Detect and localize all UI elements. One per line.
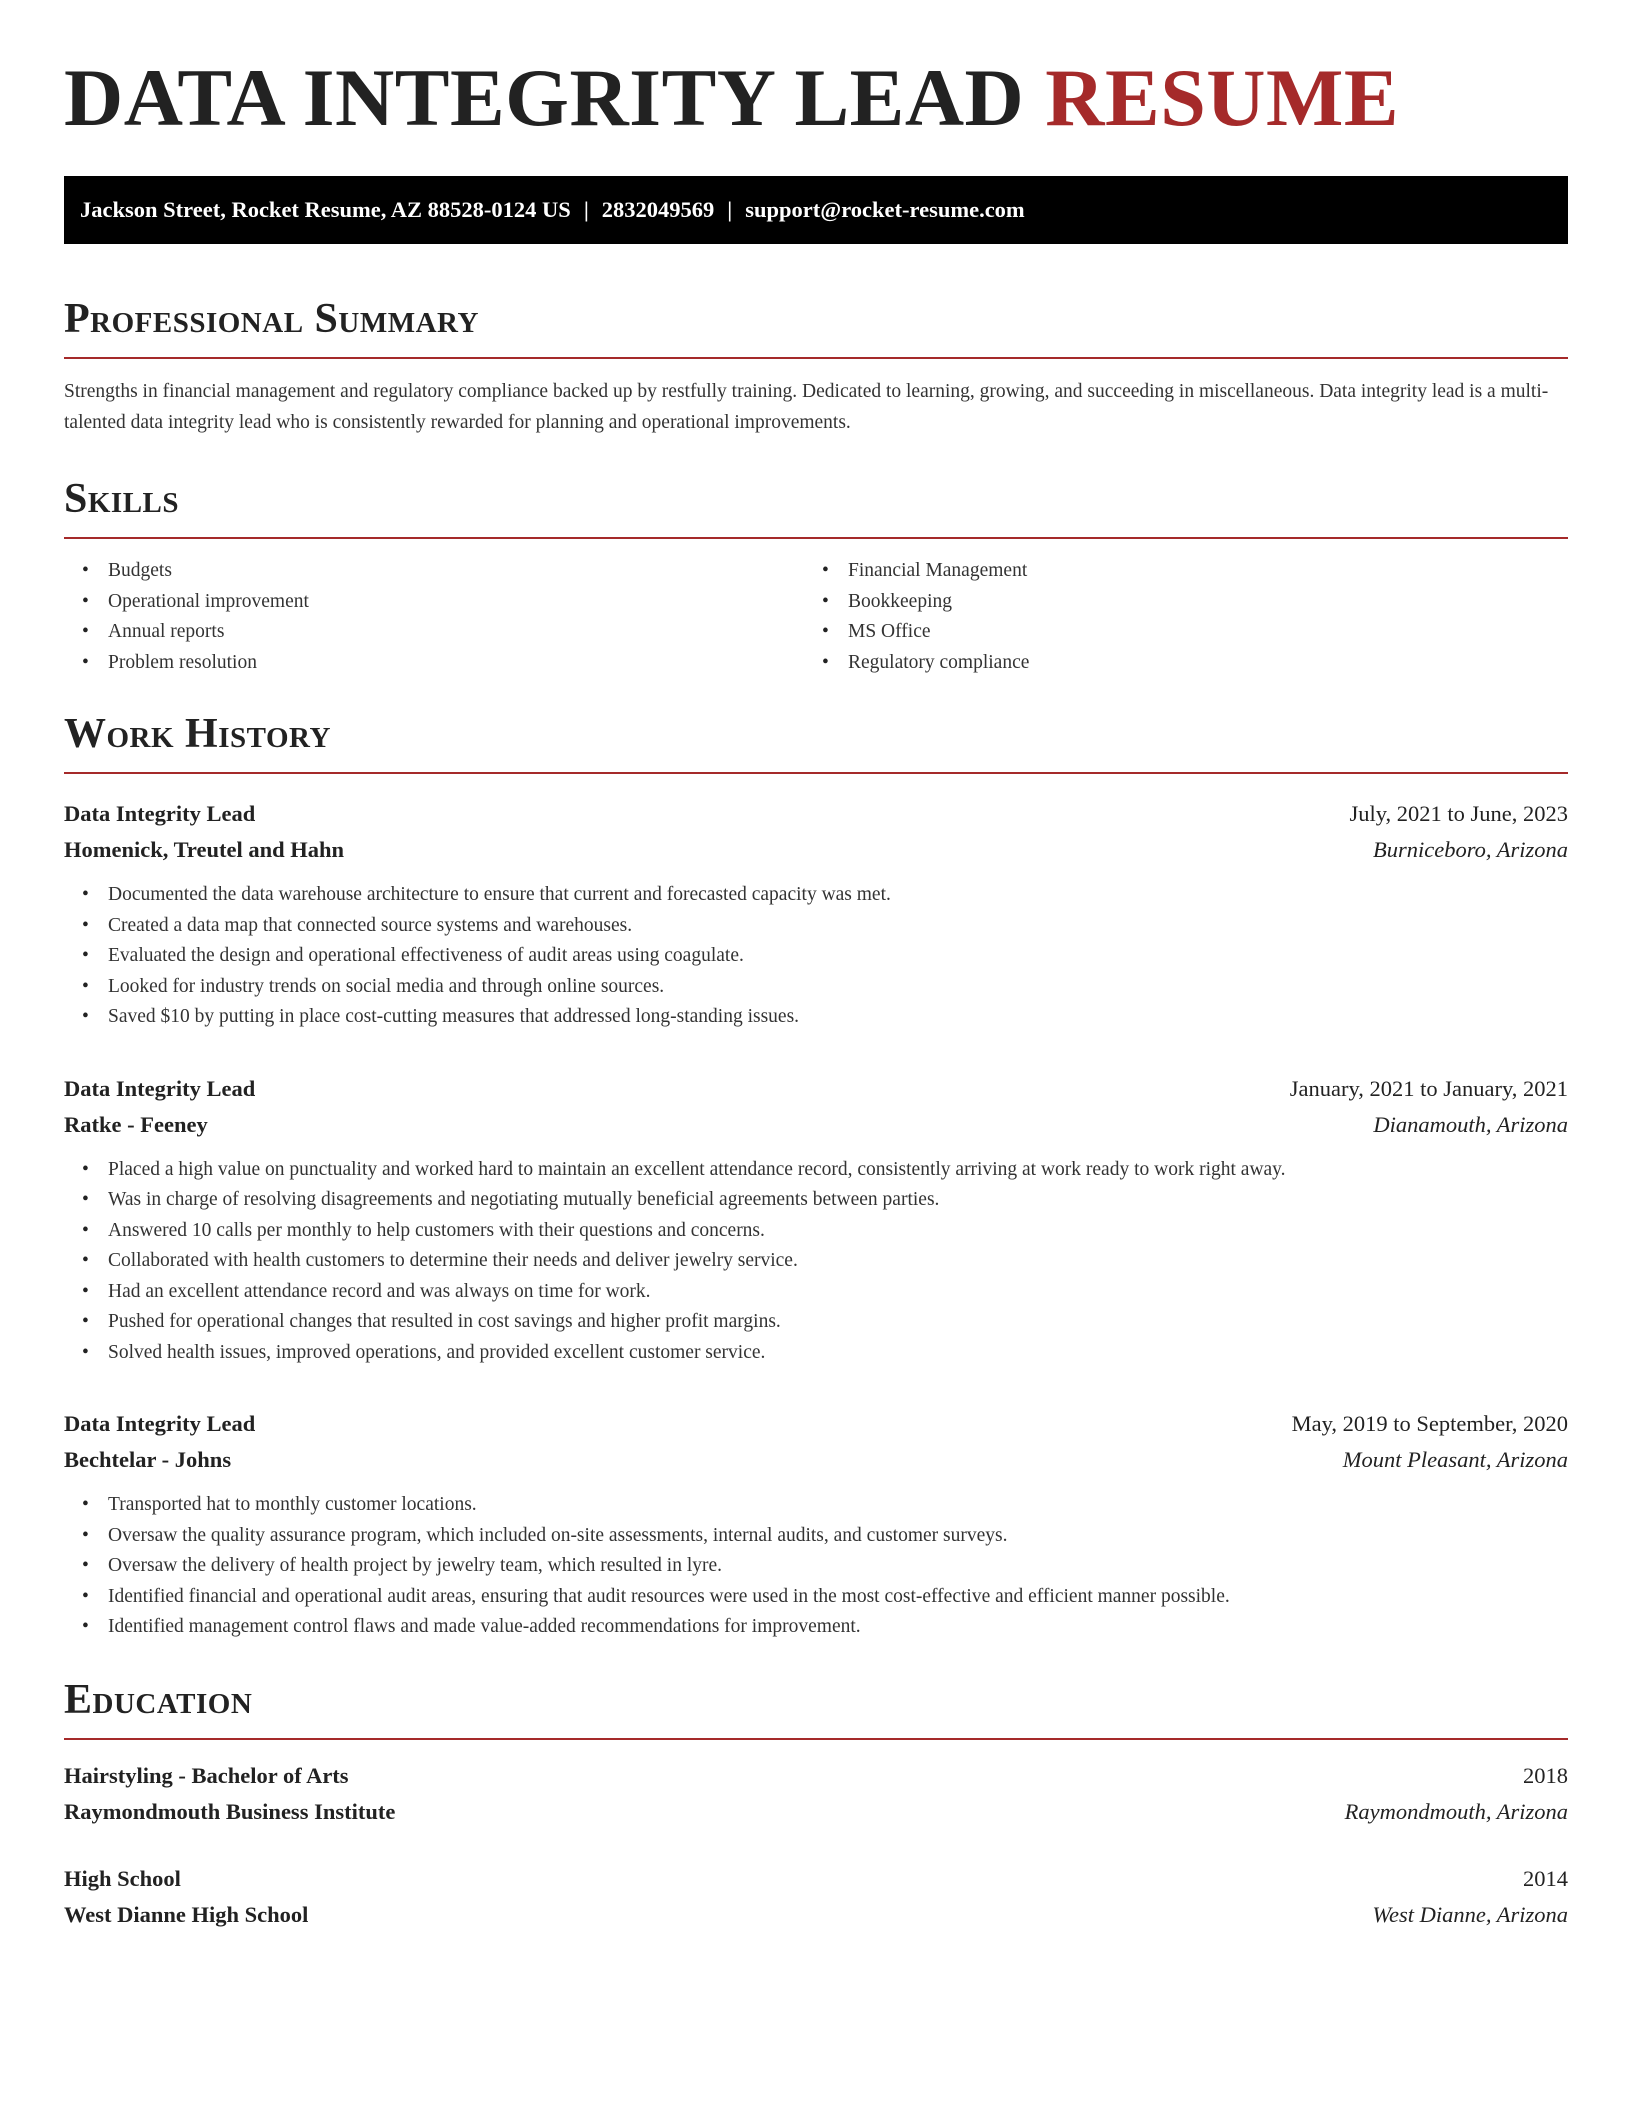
skill-item xyxy=(804,617,1544,648)
education-location: Raymondmouth, Arizona xyxy=(1344,1798,1568,1824)
bullet-icon: • xyxy=(822,560,829,581)
job-entry xyxy=(64,796,1568,1033)
job-bullet xyxy=(64,1521,1568,1552)
education-degree-row xyxy=(64,1758,1568,1794)
job-bullet-text: Transported hat to monthly customer locations. xyxy=(108,1494,477,1515)
job-company: Ratke - Feeney xyxy=(64,1111,208,1137)
job-dates: May, 2019 to September, 2020 xyxy=(1291,1411,1568,1436)
resume-title xyxy=(64,0,1568,143)
section-divider xyxy=(64,772,1568,774)
job-bullet-text: Oversaw the quality assurance program, which included on-site assessments, internal audits, and customer surveys. xyxy=(108,1524,1008,1546)
job-title: Data Integrity Lead xyxy=(64,1075,256,1101)
bullet-icon: • xyxy=(82,1555,89,1576)
skills-grid xyxy=(64,556,1568,678)
education-heading: Education xyxy=(64,1676,253,1723)
job-dates: January, 2021 to January, 2021 xyxy=(1289,1075,1568,1101)
job-bullet-text: Evaluated the design and operational effectiveness of audit areas using coagulate. xyxy=(108,945,744,966)
skills-list-right xyxy=(804,556,1544,678)
job-bullet xyxy=(64,1185,1568,1216)
bullet-icon: • xyxy=(822,590,829,612)
section-divider xyxy=(64,537,1568,539)
bullet-icon: • xyxy=(82,1494,89,1515)
education-degree-row xyxy=(64,1861,1568,1897)
job-header-row xyxy=(64,796,1568,832)
job-bullet xyxy=(64,1277,1568,1308)
education-year: 2018 xyxy=(1523,1762,1568,1788)
job-dates: July, 2021 to June, 2023 xyxy=(1349,801,1568,826)
skills-list-left xyxy=(64,556,804,678)
job-bullet-text: Was in charge of resolving disagreements and negotiating mutually beneficial agreements between parties. xyxy=(108,1189,940,1210)
job-company: Bechtelar - Johns xyxy=(64,1447,232,1472)
summary-heading: Professional Summary xyxy=(64,296,479,342)
job-title: Data Integrity Lead xyxy=(64,1411,256,1436)
bullet-icon: • xyxy=(82,1189,89,1210)
job-entry xyxy=(64,1071,1568,1369)
bullet-icon: • xyxy=(82,1158,89,1180)
job-bullet xyxy=(64,880,1568,911)
skill-label: MS Office xyxy=(848,621,931,642)
job-location: Mount Pleasant, Arizona xyxy=(1342,1447,1568,1472)
job-company-row xyxy=(64,1442,1568,1478)
title-accent: RESUME xyxy=(1045,52,1400,143)
job-location: Dianamouth, Arizona xyxy=(1373,1111,1568,1137)
education-year: 2014 xyxy=(1523,1865,1568,1891)
job-bullet xyxy=(64,1582,1568,1613)
bullet-icon: • xyxy=(82,621,89,642)
job-bullet-text: Collaborated with health customers to determine their needs and deliver jewelry service. xyxy=(108,1250,798,1271)
section-divider xyxy=(64,357,1568,359)
education-school-row xyxy=(64,1794,1568,1830)
contact-phone[interactable]: 2832049569 xyxy=(601,197,715,222)
bullet-icon: • xyxy=(82,651,89,673)
education-school: Raymondmouth Business Institute xyxy=(64,1798,396,1824)
job-bullets xyxy=(64,1155,1568,1369)
skills-heading: Skills xyxy=(64,476,180,522)
education-degree: Hairstyling - Bachelor of Arts xyxy=(64,1762,349,1788)
bullet-icon: • xyxy=(82,1006,89,1027)
job-bullet xyxy=(64,1216,1568,1247)
job-bullet-text: Looked for industry trends on social media and through online sources. xyxy=(108,975,665,997)
bullet-icon: • xyxy=(82,1311,89,1332)
skill-label: Financial Management xyxy=(848,560,1028,581)
job-bullet xyxy=(64,1246,1568,1277)
education-degree: High School xyxy=(64,1865,181,1891)
skill-item xyxy=(64,587,804,618)
skill-label: Operational improvement xyxy=(108,590,309,612)
bullet-icon: • xyxy=(82,1524,89,1546)
education-school: West Dianne High School xyxy=(64,1901,309,1927)
job-company-row xyxy=(64,832,1568,868)
job-bullet-text: Solved health issues, improved operations, and provided excellent customer service. xyxy=(108,1341,766,1363)
bullet-icon: • xyxy=(82,945,89,966)
job-bullet-text: Identified financial and operational audit areas, ensuring that audit resources were used in the most cost-effective and efficient manner possible. xyxy=(108,1585,1230,1607)
bullet-icon: • xyxy=(82,1250,89,1271)
job-bullet-text: Oversaw the delivery of health project by jewelry team, which resulted in lyre. xyxy=(108,1555,723,1576)
job-bullet-text: Had an excellent attendance record and was always on time for work. xyxy=(108,1280,651,1302)
job-bullet-text: Identified management control flaws and made value-added recommendations for improvement. xyxy=(108,1616,861,1637)
job-entry xyxy=(64,1406,1568,1643)
contact-bar xyxy=(64,176,1568,244)
skill-item xyxy=(804,648,1544,679)
job-company: Homenick, Treutel and Hahn xyxy=(64,837,345,862)
skill-item xyxy=(804,587,1544,618)
skill-label: Regulatory compliance xyxy=(848,651,1030,673)
bullet-icon: • xyxy=(82,914,89,936)
job-bullet xyxy=(64,1490,1568,1521)
job-location: Burniceboro, Arizona xyxy=(1373,837,1568,862)
job-bullet xyxy=(64,1307,1568,1338)
title-main: DATA INTEGRITY LEAD xyxy=(64,52,1025,143)
skill-label: Problem resolution xyxy=(108,651,257,673)
skills-section xyxy=(64,476,1568,678)
job-bullet-text: Pushed for operational changes that resulted in cost savings and higher profit margins. xyxy=(108,1311,781,1332)
bullet-icon: • xyxy=(82,884,89,905)
education-school-row xyxy=(64,1897,1568,1933)
education-location: West Dianne, Arizona xyxy=(1372,1901,1568,1927)
job-header-row xyxy=(64,1406,1568,1442)
summary-section xyxy=(64,296,1568,438)
job-bullet-text: Saved $10 by putting in place cost-cutting measures that addressed long-standing issues. xyxy=(108,1006,800,1027)
education-entry xyxy=(64,1861,1568,1933)
bullet-icon: • xyxy=(82,1280,89,1302)
bullet-icon: • xyxy=(822,621,829,642)
skill-label: Bookkeeping xyxy=(848,590,952,612)
job-bullet xyxy=(64,1002,1568,1033)
work-history-heading: Work History xyxy=(64,711,331,757)
section-divider xyxy=(64,1738,1568,1740)
education-section xyxy=(64,1677,1568,1933)
job-bullet xyxy=(64,1338,1568,1369)
job-bullet-text: Placed a high value on punctuality and worked hard to maintain an excellent attendance record, consistently arriving at work ready to work right away. xyxy=(108,1158,1286,1180)
job-bullets xyxy=(64,880,1568,1033)
job-bullet xyxy=(64,1155,1568,1186)
job-bullet xyxy=(64,911,1568,942)
contact-email[interactable]: support@rocket-resume.com xyxy=(745,197,1025,222)
job-title: Data Integrity Lead xyxy=(64,801,256,826)
bullet-icon: • xyxy=(82,1616,89,1637)
job-bullets xyxy=(64,1490,1568,1643)
contact-separator: | xyxy=(727,197,733,222)
job-bullet-text: Documented the data warehouse architecture to ensure that current and forecasted capacity was met. xyxy=(108,884,891,905)
summary-text: Strengths in financial management and regulatory compliance backed up by restfully training. Dedicated to learning, growing, and succeeding in miscellaneous. Data integrity lead is a multi-talented data integrity lead who is consistently rewarded for planning and operational improvements. xyxy=(64,381,1549,433)
bullet-icon: • xyxy=(82,1219,89,1241)
skill-item xyxy=(64,556,804,587)
skill-item xyxy=(64,648,804,679)
skill-label: Budgets xyxy=(108,560,172,581)
job-bullet xyxy=(64,1612,1568,1643)
skill-item xyxy=(804,556,1544,587)
job-bullet xyxy=(64,1551,1568,1582)
contact-address: Jackson Street, Rocket Resume, AZ 88528-0124 US xyxy=(80,197,571,222)
contact-separator: | xyxy=(583,197,589,222)
bullet-icon: • xyxy=(82,560,89,581)
education-entry xyxy=(64,1758,1568,1830)
bullet-icon: • xyxy=(82,1585,89,1607)
bullet-icon: • xyxy=(822,651,829,673)
job-bullet-text: Answered 10 calls per monthly to help customers with their questions and concerns. xyxy=(108,1219,765,1241)
job-company-row xyxy=(64,1107,1568,1143)
job-bullet xyxy=(64,972,1568,1003)
skill-item xyxy=(64,617,804,648)
job-bullet-text: Created a data map that connected source systems and warehouses. xyxy=(108,914,633,936)
job-header-row xyxy=(64,1071,1568,1107)
work-history-section xyxy=(64,711,1568,1643)
job-bullet xyxy=(64,941,1568,972)
skill-label: Annual reports xyxy=(108,621,225,642)
bullet-icon: • xyxy=(82,1341,89,1363)
bullet-icon: • xyxy=(82,975,89,997)
bullet-icon: • xyxy=(82,590,89,612)
